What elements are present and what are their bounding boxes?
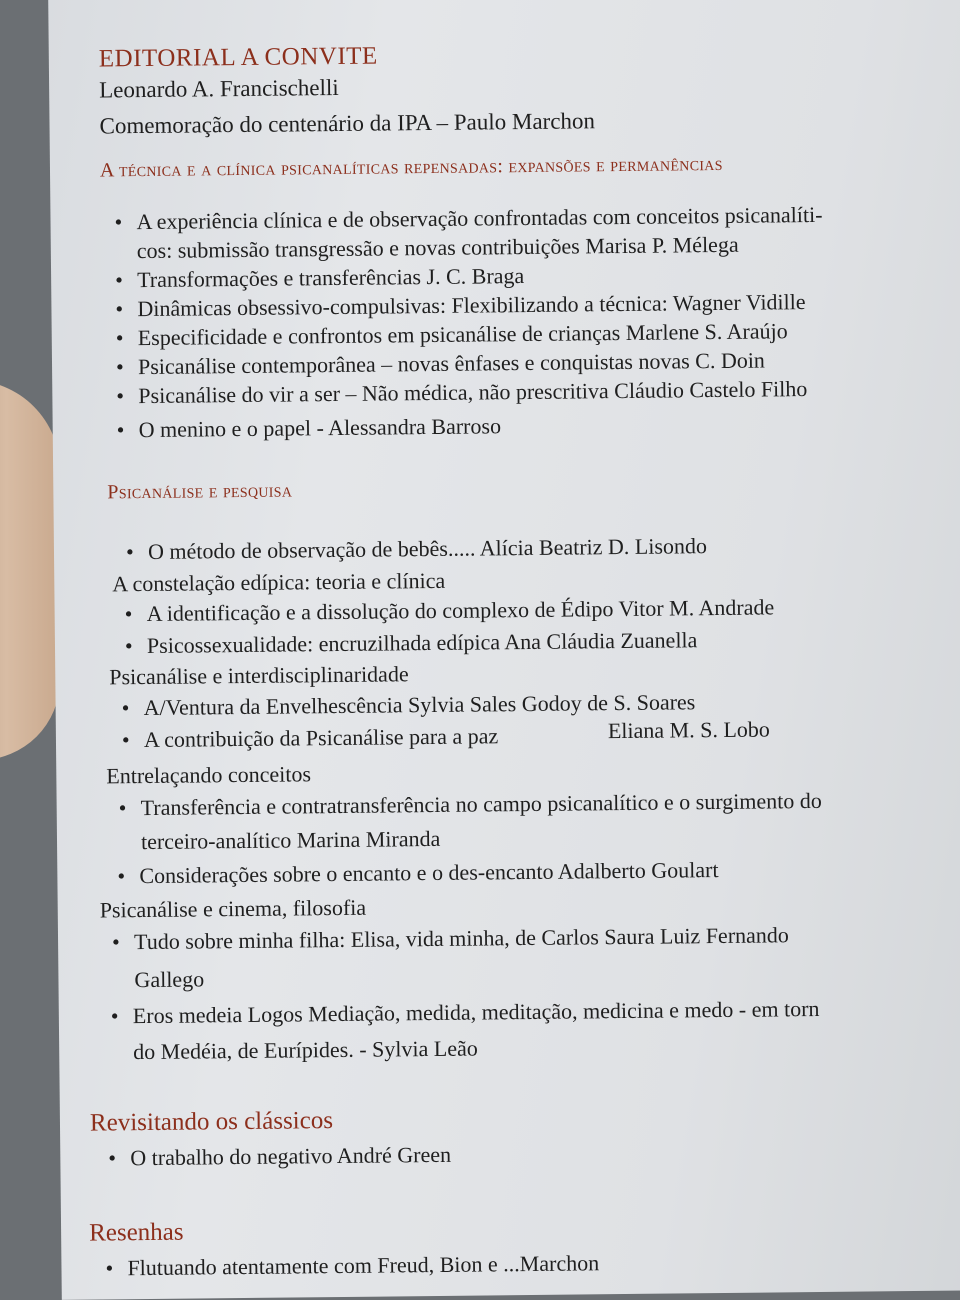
bullet: • bbox=[111, 929, 120, 955]
bullet: • bbox=[115, 267, 123, 293]
section-heading-classicos: Revisitando os clássicos bbox=[89, 1107, 334, 1137]
section-heading-tecnica: A técnica e a clínica psicanalíticas repensadas: expansões e permanências bbox=[99, 152, 723, 182]
list-item: • A identificação e a dissolução do complexo de Édipo Vitor M. Andrade bbox=[124, 594, 775, 627]
list-item: • Especificidade e confrontos em psicanálise de crianças Marlene S. Araújo bbox=[115, 318, 788, 351]
list-item: • O trabalho do negativo André Green bbox=[108, 1141, 452, 1171]
subheading: Psicanálise e interdisciplinaridade bbox=[109, 661, 409, 690]
list-item: • A contribuição da Psicanálise para a paz bbox=[121, 723, 499, 753]
list-item: • Considerações sobre o encanto e o des-encanto Adalberto Goulart bbox=[117, 857, 719, 889]
list-item: • Flutuando atentamente com Freud, Bion e ...Marchon bbox=[105, 1250, 600, 1281]
list-item: • Dinâmicas obsessivo-compulsivas: Flexibilizando a técnica: Wagner Vidille bbox=[115, 289, 806, 322]
list-item: • O menino e o papel - Alessandra Barroso bbox=[116, 413, 502, 443]
bullet: • bbox=[115, 354, 124, 380]
bullet: • bbox=[115, 325, 124, 351]
bullet: • bbox=[121, 727, 130, 753]
bullet: • bbox=[117, 863, 126, 889]
list-item: • A experiência clínica e de observação confrontadas com conceitos psicanalíti- bbox=[114, 201, 823, 235]
list-item-author: Eliana M. S. Lobo bbox=[607, 716, 770, 744]
subheading: Psicanálise e cinema, filosofia bbox=[99, 894, 367, 923]
bullet: • bbox=[116, 417, 125, 443]
bullet: • bbox=[118, 795, 127, 821]
bullet: • bbox=[105, 1255, 114, 1281]
bullet: • bbox=[125, 539, 134, 565]
list-item: • Psicanálise contemporânea – novas ênfases e conquistas novas C. Doin bbox=[115, 347, 765, 380]
list-item-continuation: cos: submissão transgressão e novas contribuições Marisa P. Mélega bbox=[136, 231, 739, 264]
subheading: A constelação edípica: teoria e clínica bbox=[112, 567, 446, 597]
list-item: • Transformações e transferências J. C. Braga bbox=[115, 263, 525, 293]
list-item: • O método de observação de bebês..... Alícia Beatriz D. Lisondo bbox=[125, 533, 708, 565]
finger bbox=[0, 380, 60, 760]
bullet: • bbox=[108, 1145, 117, 1171]
editorial-commemoration: Comemoração do centenário da IPA – Paulo Marchon bbox=[99, 108, 596, 139]
list-item-continuation: terceiro-analítico Marina Miranda bbox=[140, 825, 441, 855]
bullet: • bbox=[114, 209, 123, 235]
list-item-continuation: Gallego bbox=[134, 966, 205, 993]
list-item: • Psicanálise do vir a ser – Não médica, não prescritiva Cláudio Castelo Filho bbox=[116, 376, 808, 409]
bullet: • bbox=[121, 695, 130, 721]
subheading: Entrelaçando conceitos bbox=[106, 761, 312, 789]
bullet: • bbox=[124, 601, 133, 627]
section-heading-resenhas: Resenhas bbox=[88, 1218, 184, 1247]
bullet: • bbox=[116, 383, 125, 409]
document-page bbox=[48, 0, 960, 1300]
editorial-author: Leonardo A. Francischelli bbox=[99, 74, 339, 103]
list-item: • A/Ventura da Envelhescência Sylvia Sales Godoy de S. Soares bbox=[121, 689, 696, 721]
editorial-heading: EDITORIAL A CONVITE bbox=[98, 42, 378, 73]
bullet: • bbox=[110, 1003, 119, 1029]
list-item: • Transferência e contratransferência no campo psicanalítico e o surgimento do bbox=[118, 787, 822, 821]
bullet: • bbox=[115, 296, 124, 322]
section-heading-pesquisa: Psicanálise e pesquisa bbox=[107, 479, 293, 504]
list-item: • Psicossexualidade: encruzilhada edípica Ana Cláudia Zuanella bbox=[124, 627, 698, 659]
list-item: • Tudo sobre minha filha: Elisa, vida minha, de Carlos Saura Luiz Fernando bbox=[111, 922, 789, 955]
bullet: • bbox=[124, 633, 133, 659]
list-item-continuation: do Medéia, de Eurípides. - Sylvia Leão bbox=[133, 1035, 478, 1065]
list-item: • Eros medeia Logos Mediação, medida, meditação, medicina e medo - em torn bbox=[110, 995, 820, 1029]
